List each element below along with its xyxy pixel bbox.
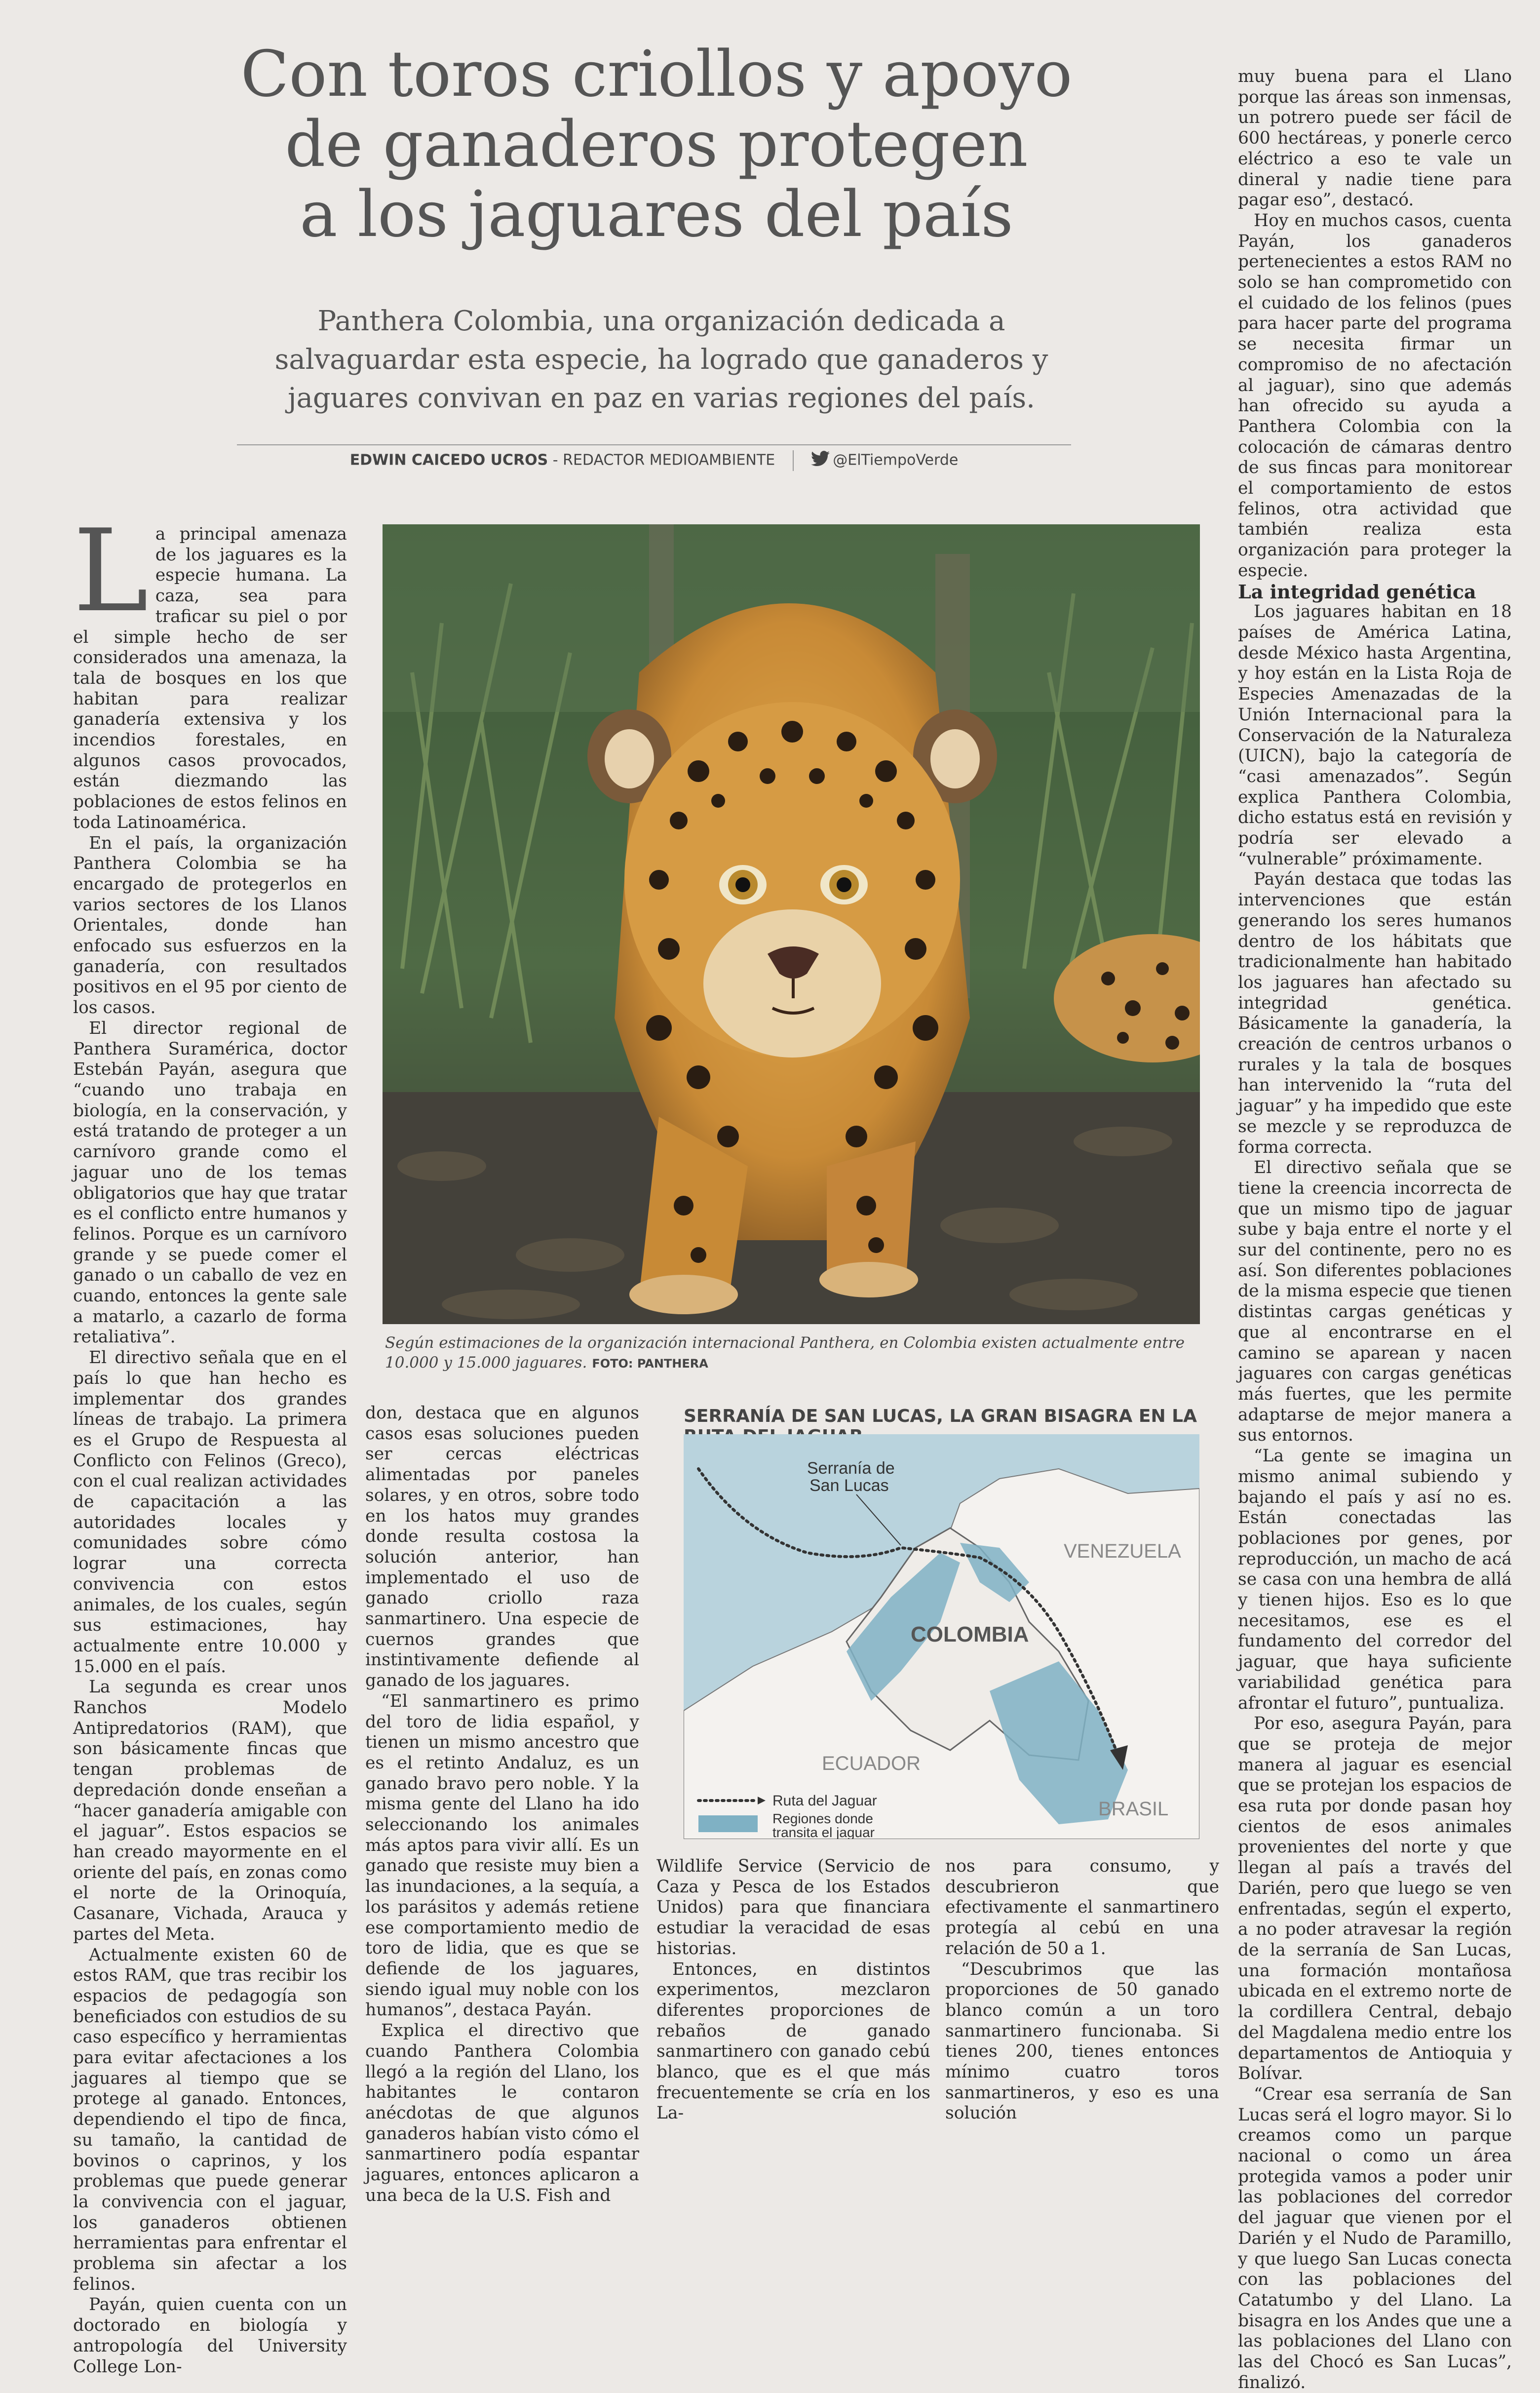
article-column-5 [1238, 67, 1512, 2393]
caption-text: Según estimaciones de la organización internacional Panthera, en Colombia existen actualmente entre 10.000 y 15.000 jaguares. [385, 1334, 1185, 1372]
paragraph: En el país, la organización Panthera Colombia se ha encargado de protegerlos en varios sectores de los Llanos Orientales, donde han enfocado sus esfuerzos en la ganadería, con resultados positivos en el 95 por ciento de los casos. [73, 833, 347, 1018]
article-column-2 [365, 1403, 639, 2206]
legend-region-label-1: Regiones donde [772, 1811, 873, 1826]
paragraph: La segunda es crear unos Ranchos Modelo Antipredatorios (RAM), que son básicamente fincas que tengan problemas de depredación donde enseñan a “hacer ganadería amigable con el jaguar”. Estos espacios se han creado mayormente en el oriente del país, en zonas como el norte de la Orinoquía, Casanare, Vichada, Arauca y partes del Meta. [73, 1677, 347, 1944]
paragraph: Actualmente existen 60 de estos RAM, que tras recibir los espacios de pedagogía son beneficiados con estudios de su caso específico y herramientas para evitar afectaciones a los jaguares al tiempo que se protege al ganado. Entonces, dependiendo el tipo de finca, su tamaño, la cantidad de bovinos o caprinos, y los problemas que puede generar la convivencia con el jaguar, los ganaderos obtienen herramientas para enfrentar el problema sin afectar a los felinos. [73, 1945, 347, 2294]
label-brasil: BRASIL [1098, 1798, 1169, 1820]
paragraph: “Crear esa serranía de San Lucas será el logro mayor. Si lo creamos como un parque nacional o como un área protegida vamos a poder unir las poblaciones del corredor del jaguar que vienen por el Darién y el Nudo de Paramillo, y que luego San Lucas conecta con las poblaciones del Catatumbo y del Llano. La bisagra en los Andes que une a las poblaciones del Llano con las del Chocó es San Lucas”, finalizó. [1238, 2084, 1512, 2393]
deck-line: jaguares convivan en paz en varias regiones del país. [288, 382, 1035, 414]
photo-credit: FOTO: PANTHERA [592, 1357, 708, 1371]
author-role: - REDACTOR MEDIOAMBIENTE [548, 451, 775, 469]
paragraph [73, 506, 347, 833]
paragraph: nos para consumo, y descubrieron que efectivamente el sanmartinero protegía al cebú en una relación de 50 a 1. [945, 1856, 1219, 1959]
drop-cap: L [73, 506, 149, 637]
paragraph: El director regional de Panthera Suramérica, doctor Estebán Payán, asegura que “cuando uno trabaja en biología, en la conservación, y está tratando de proteger a un carnívoro grande como el jaguar uno de los temas obligatorios que hay que tratar es el conflicto entre humanos y felinos. Porque es un carnívoro grande y se puede comer el ganado o un caballo de vez en cuando, entonces la gente sale a matarlo, a cazarlo de forma retaliativa”. [73, 1018, 347, 1347]
headline-line: Con toros criollos y apoyo [240, 38, 1073, 111]
twitter-handle: @ElTiempoVerde [833, 451, 959, 469]
article-column-3 [656, 1856, 930, 2124]
paragraph: muy buena para el Llano porque las áreas son inmensas, un potrero puede ser fácil de 600 hectáreas, y ponerle cerco eléctrico a eso te vale un dineral y nadie tiene para pagar eso”, destacó. [1238, 67, 1512, 210]
paragraph-text: a principal amenaza de los jaguares es la especie humana. La caza, sea para traficar su piel o por el simple hecho de ser considerados una amenaza, la tala de bosques en los que habitan para realizar ganadería extensiva y los incendios forestales, en algunos casos provocados, están diezmando las poblaciones de estos felinos en toda Latinoamérica. [73, 524, 347, 832]
label-ecuador: ECUADOR [822, 1753, 921, 1774]
legend-region-swatch [698, 1815, 758, 1832]
section-subhead: La integridad genética [1238, 580, 1476, 603]
article-column-1 [73, 506, 347, 2377]
deck-line: Panthera Colombia, una organización dedicada a [317, 305, 1005, 337]
author-name: EDWIN CAICEDO UCROS [349, 451, 548, 469]
paragraph: “Descubrimos que las proporciones de 50 ganado blanco común a un toro sanmartinero funcionaba. Si tienes 200, tienes entonces mínimo cuatro toros sanmartineros, y eso es una solución [945, 1959, 1219, 2123]
deck-line: salvaguardar esta especie, ha logrado que ganaderos y [274, 344, 1048, 376]
headline-line: de ganaderos protegen [285, 108, 1028, 181]
article-column-4 [945, 1856, 1219, 2124]
paragraph: Payán, quien cuenta con un doctorado en biología y antropología del University College Lon- [73, 2295, 347, 2377]
paragraph: Entonces, en distintos experimentos, mezclaron diferentes proporciones de rebaños de ganado sanmartinero con ganado cebú blanco, que es el que más frecuentemente se cría en los La- [656, 1959, 930, 2123]
byline [237, 450, 1071, 471]
paragraph: Explica el directivo que cuando Panthera Colombia llegó a la región del Llano, los habitantes le contaron anécdotas de que algunos ganaderos habían visto cómo el sanmartinero podía espantar jaguares, entonces aplicaron a una beca de la U.S. Fish and [365, 2021, 639, 2205]
headline-line: a los jaguares del país [300, 178, 1013, 251]
jaguar-illustration [383, 524, 1200, 1324]
paragraph: Payán destaca que todas las intervenciones que están generando los seres humanos dentro de los hábitats que tradicionalmente han habitado los jaguares han afectado su integridad genética. Básicamente la ganadería, la creación de centros urbanos o rurales y la tala de bosques han intervenido la “ruta del jaguar” y ha impedido que este se mezcle y se reproduzca de forma correcta. [1238, 869, 1512, 1157]
byline-separator [793, 450, 794, 471]
paragraph: Por eso, asegura Payán, para que se proteja de mejor manera al jaguar es esencial que se protejan los espacios de esa ruta por donde pasan hoy cientos de esos animales provenientes del norte y que llegan al país a través del Darién, pero que luego se ven enfrentadas, según el experto, a no poder atravesar la región de la serranía de San Lucas, una formación montañosa ubicada en el extremo norte de la cordillera Central, debajo del Magdalena medio entre los departamentos de Antioquia y Bolívar. [1238, 1714, 1512, 2084]
paragraph: El directivo señala que en el país lo que han hecho es implementar dos grandes líneas de trabajo. La primera es el Grupo de Respuesta al Conflicto con Felinos (Greco), con el cual realizan actividades de capacitación a las autoridades locales y comunidades sobre cómo lograr una correcta convivencia con estos animales, de los cuales, según sus estimaciones, hay actualmente entre 10.000 y 15.000 en el país. [73, 1348, 347, 1677]
twitter-bird-icon [811, 451, 830, 471]
paragraph: Los jaguares habitan en 18 países de América Latina, desde México hasta Argentina, y hoy están en la Lista Roja de Especies Amenazadas de la Unión Internacional para la Conservación de la Naturaleza (UICN), bajo la categoría de “casi amenazados”. Según explica Panthera Colombia, dicho estatus está en revisión y podría ser elevado a “vulnerable” próximamente. [1238, 602, 1512, 869]
photo-caption [385, 1333, 1199, 1373]
jaguar-route-map [684, 1434, 1199, 1839]
subtitle-deck [267, 302, 1056, 418]
byline-divider [237, 444, 1071, 445]
headline [212, 39, 1101, 250]
legend-region-label-2: transita el jaguar [772, 1825, 875, 1839]
label-serrania-2: San Lucas [809, 1476, 889, 1495]
paragraph: Wildlife Service (Servicio de Caza y Pesca de los Estados Unidos) para que financiara estudiar la veracidad de esas historias. [656, 1856, 930, 1959]
paragraph: don, destaca que en algunos casos esas soluciones pueden ser cercas eléctricas alimentadas por paneles solares, y en otros, sobre todo en los hatos muy grandes donde resulta costosa la solución anterior, han implementado el uso de ganado criollo raza sanmartinero. Una especie de cuernos grandes que instintivamente defiende al ganado de los jaguares. [365, 1403, 639, 1691]
paragraph: El directivo señala que se tiene la creencia incorrecta de que un mismo tipo de jaguar sube y baja entre el norte y el sur del continente, pero no es así. Son diferentes poblaciones de la misma especie que tienen distintas cargas genéticas y que al encontrarse en el camino se aparean y nacen jaguares con cargas genéticas más fuertes, que les permite adaptarse de mejor manera a sus entornos. [1238, 1158, 1512, 1446]
map-illustration [684, 1434, 1199, 1839]
map-title: SERRANÍA DE SAN LUCAS, LA GRAN BISAGRA EN LA [684, 1406, 1197, 1426]
jaguar-photo [383, 524, 1200, 1324]
label-serrania-1: Serranía de [807, 1459, 895, 1478]
paragraph: “La gente se imagina un mismo animal subiendo y bajando el país y así no es. Están conectadas las poblaciones por genes, por reproducción, un macho de acá se casa con una hembra de allá y tienen hijos. Eso es lo que necesitamos, ese es el fundamento del corredor del jaguar, que haya suficiente variabilidad genética para afrontar el futuro”, puntualiza. [1238, 1446, 1512, 1713]
label-colombia: COLOMBIA [911, 1622, 1029, 1647]
paragraph: Hoy en muchos casos, cuenta Payán, los ganaderos pertenecientes a estos RAM no solo se han comprometido con el cuidado de los felinos (pues para hacer parte del programa se necesita firmar un compromiso de no afectación al jaguar), sino que además han ofrecido su ayuda a Panthera Colombia con la colocación de cámaras dentro de sus fincas para monitorear el comportamiento de estos felinos, otra actividad que también realiza esta organización para proteger la especie. [1238, 210, 1512, 581]
legend-route-label: Ruta del Jaguar [772, 1793, 877, 1809]
label-venezuela: VENEZUELA [1064, 1540, 1181, 1562]
paragraph: “El sanmartinero es primo del toro de lidia español, y tienen un mismo ancestro que es el retinto Andaluz, es un ganado bravo pero noble. Y la misma gente del Llano ha ido seleccionando los animales más aptos para vivir allí. Es un ganado que resiste muy bien a las inundaciones, a la sequía, a los parásitos y además retiene ese comportamiento medio de toro de lidia, que es que se defiende de los jaguares, siendo igual muy noble con los humanos”, destaca Payán. [365, 1691, 639, 2020]
